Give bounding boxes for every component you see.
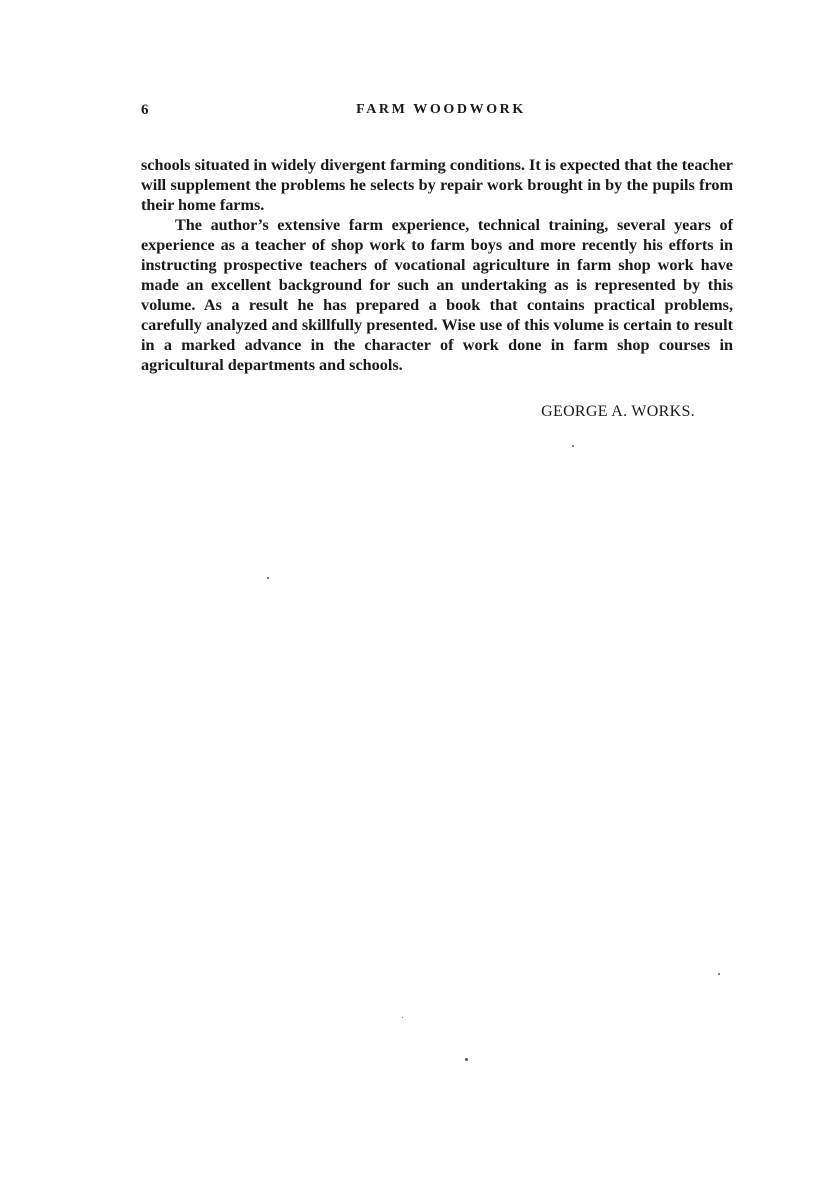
scan-speck <box>465 1058 468 1061</box>
page-number: 6 <box>141 102 149 118</box>
scan-speck <box>572 445 574 447</box>
running-title: FARM WOODWORK <box>356 102 526 117</box>
paragraph-author-background: The author’s extensive farm experience, technical training, several years of experience as a teacher of shop work to farm boys and more recently his efforts in instructing prospective teachers of vocational agriculture in farm shop work have made an excellent background for such an undertaking as is represented by this volume. As a result he has prepared a book that contains practical problems, carefully analyzed and skillfully presented. Wise use of this volume is certain to result in a marked advance in the character of work done in farm shop courses in agricultural departments and schools. <box>141 216 733 374</box>
running-head <box>141 99 733 121</box>
scan-speck <box>402 1017 403 1018</box>
scan-speck <box>718 973 720 975</box>
paragraph-continuation: schools situated in widely divergent farming conditions. It is expected that the teacher will supplement the problems he selects by repair work brought in by the pupils from their home farms. <box>141 156 733 214</box>
scan-speck <box>267 577 269 579</box>
body-text <box>141 155 733 375</box>
signature: GEORGE A. WORKS. <box>541 403 695 420</box>
